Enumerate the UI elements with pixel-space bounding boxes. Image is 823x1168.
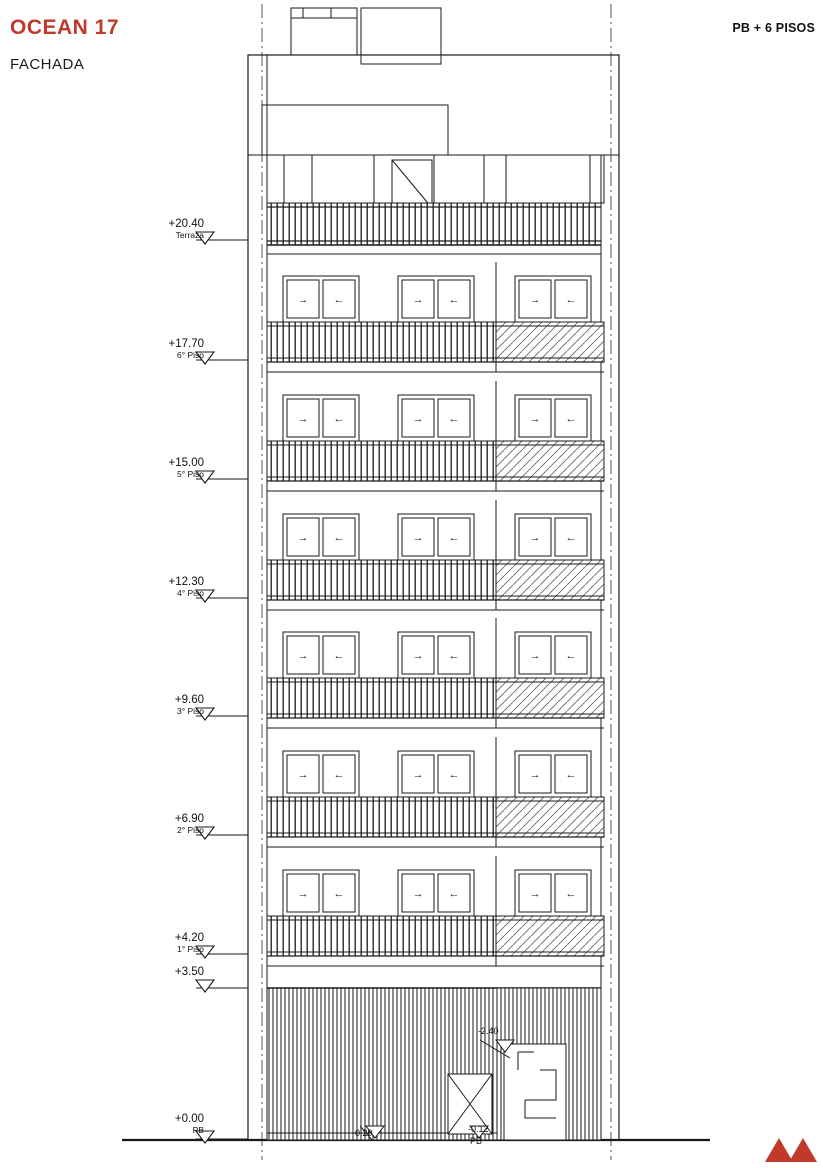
level-value: +20.40 bbox=[168, 218, 204, 230]
svg-text:→: → bbox=[529, 650, 541, 662]
level-name: 4° Piso bbox=[176, 588, 204, 598]
svg-text:→: → bbox=[412, 294, 424, 306]
svg-text:→: → bbox=[297, 413, 309, 425]
svg-text:→: → bbox=[412, 413, 424, 425]
level-name: 5° Piso bbox=[176, 469, 204, 479]
svg-text:→: → bbox=[412, 888, 424, 900]
level-name: 6° Piso bbox=[176, 350, 204, 360]
svg-text:←: ← bbox=[565, 888, 577, 900]
svg-text:→: → bbox=[297, 888, 309, 900]
annotation-label: PB bbox=[470, 1136, 483, 1146]
level-value: +15.00 bbox=[168, 457, 204, 469]
svg-text:←: ← bbox=[333, 532, 345, 544]
svg-text:←: ← bbox=[565, 532, 577, 544]
svg-text:←: ← bbox=[565, 650, 577, 662]
svg-text:→: → bbox=[297, 769, 309, 781]
level-value: +0.00 bbox=[174, 1113, 204, 1125]
level-name: 1° Piso bbox=[176, 944, 204, 954]
svg-text:←: ← bbox=[448, 888, 460, 900]
svg-text:←: ← bbox=[565, 294, 577, 306]
annotation-label: -0.12 bbox=[468, 1124, 489, 1134]
svg-text:→: → bbox=[297, 532, 309, 544]
svg-text:→: → bbox=[297, 650, 309, 662]
level-name: Terraza bbox=[175, 230, 204, 240]
level-value: +4.20 bbox=[174, 932, 204, 944]
svg-text:←: ← bbox=[565, 769, 577, 781]
annotation-label: -0.20 bbox=[352, 1128, 373, 1138]
svg-text:→: → bbox=[529, 532, 541, 544]
svg-text:←: ← bbox=[448, 532, 460, 544]
level-value: +3.50 bbox=[174, 966, 204, 978]
svg-text:←: ← bbox=[333, 650, 345, 662]
annotation-label: -2.40 bbox=[478, 1026, 499, 1036]
svg-text:→: → bbox=[297, 294, 309, 306]
svg-text:←: ← bbox=[333, 888, 345, 900]
svg-text:→: → bbox=[529, 413, 541, 425]
drawing-name: FACHADA bbox=[10, 56, 85, 73]
svg-text:→: → bbox=[412, 769, 424, 781]
level-value: +6.90 bbox=[174, 813, 204, 825]
level-name: 3° Piso bbox=[176, 706, 204, 716]
svg-text:←: ← bbox=[448, 769, 460, 781]
company-logo bbox=[765, 1136, 817, 1162]
svg-text:→: → bbox=[412, 650, 424, 662]
svg-text:←: ← bbox=[333, 413, 345, 425]
svg-text:→: → bbox=[529, 888, 541, 900]
svg-text:→: → bbox=[529, 769, 541, 781]
svg-text:←: ← bbox=[448, 413, 460, 425]
svg-text:←: ← bbox=[448, 650, 460, 662]
svg-text:→: → bbox=[529, 294, 541, 306]
page-title: OCEAN 17 bbox=[10, 16, 120, 39]
svg-text:←: ← bbox=[448, 294, 460, 306]
svg-text:→: → bbox=[412, 532, 424, 544]
level-name: PB bbox=[192, 1125, 204, 1135]
svg-text:←: ← bbox=[333, 769, 345, 781]
svg-text:←: ← bbox=[333, 294, 345, 306]
building-program-label: PB + 6 PISOS bbox=[732, 21, 815, 35]
level-value: +9.60 bbox=[174, 694, 204, 706]
level-value: +17.70 bbox=[168, 338, 204, 350]
level-value: +12.30 bbox=[168, 576, 204, 588]
svg-text:←: ← bbox=[565, 413, 577, 425]
level-name: 2° Piso bbox=[176, 825, 204, 835]
